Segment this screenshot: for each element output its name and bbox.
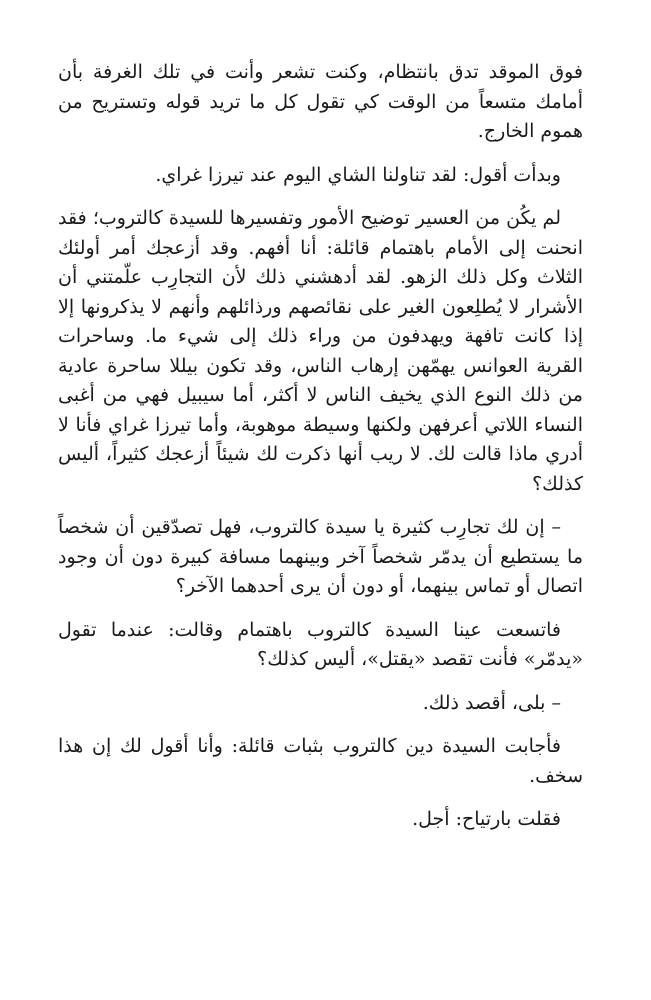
paragraph-eyes-widened: فاتسعت عينا السيدة كالتروب باهتمام وقالت: عندما تقول «يدمّر» فأنت تقصد «يقتل»، أليس كذلك؟ [58,618,583,670]
paragraph-tea-statement: وبدأت أقول: لقد تناولنا الشاي اليوم عند تيرزا غراي. [155,163,561,186]
paragraph-nonsense-answer: فأجابت السيدة دين كالتروب بثبات قائلة: وأنا أقول لك إن هذا سخف. [58,735,583,787]
paragraph-continuation: فوق الموقد تدق بانتظام، وكنت تشعر وأنت في تلك الغرفة بأن أمامك متسعاً من الوقت كي تقول كل ما تريد قوله وتستريح من هموم الخارج. [58,61,583,142]
paragraph-yes-reply: – بلى، أقصد ذلك. [422,691,561,714]
paragraph-relief: فقلت بارتياح: أجل. [412,808,561,830]
paragraph-question-destroy: – إن لك تجارِب كثيرة يا سيدة كالتروب، فهل تصدّقين أن شخصاً ما يستطيع أن يدمّر شخصاً آخر وبينهما مسافة كبيرة دون أن وجود اتصال أو تماس بينهما، أو دون أن يرى أحدهما الآخر؟ [58,516,583,597]
paragraph-calthrop-explanation: لم يكُن من العسير توضيح الأمور وتفسيرها للسيدة كالتروب؛ فقد انحنت إلى الأمام باهتمام قائلة: أنا أفهم. وقد أزعجك أمر أولئك الثلاث وكل ذلك الزهو. لقد أدهشني ذلك لأن التجارِب علّمتني أن الأشرار لا يُطلِعون الغير على نقائصهم ورذائلهم وأنهم لا يذكرونها إلا إذا كانت تافهة ويهدفون من وراء ذلك إلى شيء ما. وساحرات القرية العوانس يهمّهن إرهاب الناس، وقد تكون بيللا ساحرة عادية من ذلك النوع الذي يخيف الناس لا أكثر، أما سيبيل فهي من أغبى النساء اللاتي أعرفهن ولكنها وسيطة موهوبة، وأما تيرزا غراي فأنا لا أدري ماذا قالت لك. لا ريب أنها ذكرت لك شيئاً أزعجك كثيراً، أليس كذلك؟ [58,207,583,495]
